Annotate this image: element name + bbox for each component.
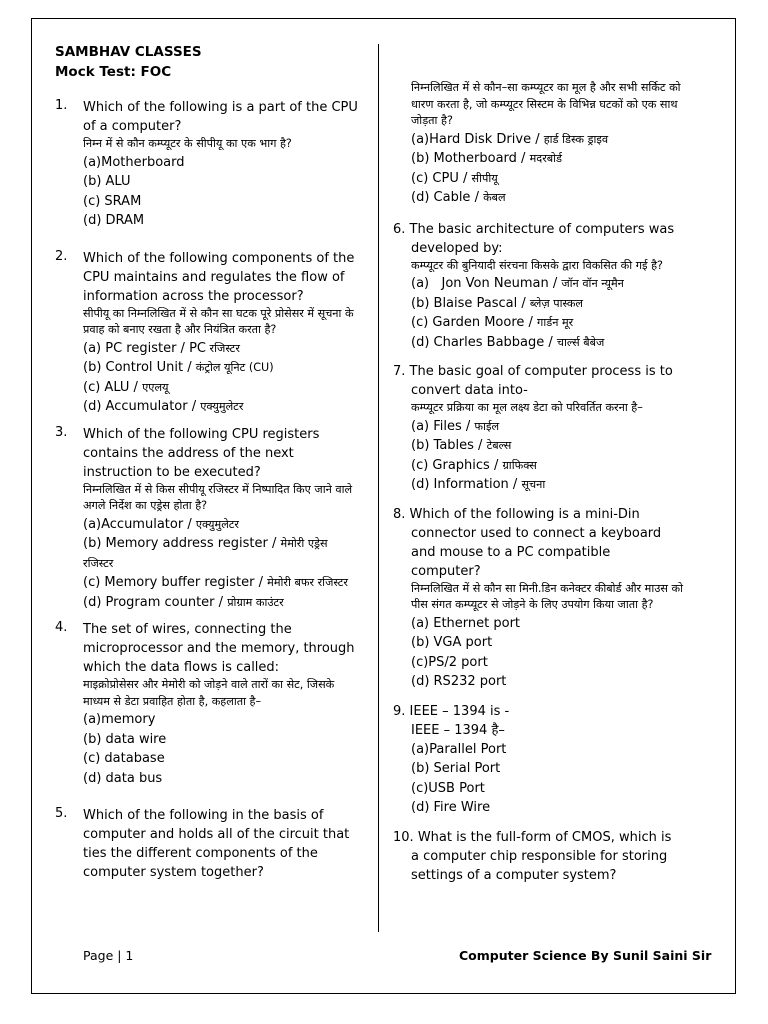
option: (b) Control Unit / कंट्रोल यूनिट (CU) [83, 360, 274, 375]
question-7 [393, 362, 683, 495]
question-text-hi: निम्न में से कौन कम्प्यूटर के सीपीयू का एक भाग है? [83, 137, 292, 150]
question-text-en: 7. The basic goal of computer process is to convert data into- [393, 364, 673, 398]
option: (b) Memory address register / मेमोरी एड्रेस रजिस्टर [83, 536, 328, 570]
question-text-hi: सीपीयू का निम्नलिखित में से कौन सा घटक पूरे प्रोसेसर में सूचना के प्रवाह को बनाए रखता है और नियंत्रित करता है? [83, 306, 354, 336]
question-text-hi: कम्प्यूटर प्रक्रिया का मूल लक्ष्य डेटा को परिवर्तित करना है– [411, 401, 643, 414]
question-text-hi: कम्प्यूटर की बुनियादी संरचना किसके द्वारा विकसित की गई है? [411, 258, 663, 272]
option: (c)USB Port [411, 780, 485, 796]
institute-name: SAMBHAV CLASSES [55, 44, 202, 60]
option: (d) Accumulator / एक्युमुलेटर [83, 399, 244, 414]
question-2 [55, 249, 360, 417]
option: (b) VGA port [411, 635, 493, 650]
option: (b) Serial Port [411, 761, 501, 776]
question-text-hi: निम्नलिखित में से कौन सा मिनी.डिन कनेक्टर कीबोर्ड और माउस को पीस संगत कम्प्यूटर से जोड़ने के लिए उपयोग किया जाता है? [411, 581, 683, 611]
column-divider [378, 44, 379, 932]
option: (b) ALU [83, 174, 131, 189]
option: (d) Cable / केबल [411, 190, 506, 205]
option: (d) Information / सूचना [411, 477, 546, 492]
question-10 [393, 828, 683, 885]
question-8 [393, 505, 683, 692]
question-number: 3. [55, 424, 68, 440]
page-number: Page | 1 [83, 948, 134, 963]
question-9 [393, 702, 683, 818]
option: (d) DRAM [83, 213, 145, 228]
option: (b) Blaise Pascal / ब्लेज़ पास्कल [411, 295, 584, 311]
option: (c) database [83, 751, 165, 766]
question-text-en: Which of the following is a part of the CPU of a computer? [83, 100, 358, 134]
option: (a) PC register / PC रजिस्टर [83, 340, 240, 356]
option: (d) data bus [83, 770, 163, 786]
question-text-hi: माइक्रोप्रोसेसर और मेमोरी को जोड़ने वाले तारों का सेट, जिसके माध्यम से डेटा प्रवाहित होता है, कहलाता है– [83, 678, 335, 708]
option: (c) Graphics / ग्राफिक्स [411, 457, 537, 473]
right-column [393, 80, 683, 885]
question-text-en: 8. Which of the following is a mini-Din connector used to connect a keyboard and mouse to a PC compatible computer? [393, 506, 662, 579]
option: (c)PS/2 port [411, 654, 488, 670]
option: (b) Motherboard / मदरबोर्ड [411, 151, 563, 166]
question-text-en: Which of the following in the basis of computer and holds all of the circuit that ties the different components of the computer system together? [83, 808, 350, 880]
question-number: 2. [55, 248, 68, 264]
option: (a)memory [83, 712, 156, 727]
option: (a)Hard Disk Drive / हार्ड डिस्क ड्राइव [411, 131, 609, 147]
option: (a)Parallel Port [411, 741, 507, 757]
question-number: 5. [55, 806, 68, 821]
option: (c) SRAM [83, 193, 142, 209]
question-number: 4. [55, 620, 68, 635]
question-text-en: 10. What is the full-form of CMOS, which is a computer chip responsible for storing settings of a computer system? [393, 829, 672, 883]
question-text-hi: निम्नलिखित में से किस सीपीयू रजिस्टर में निष्पादित किए जाने वाले अगले निर्देश का एड्रेस होता है? [83, 482, 353, 512]
footer-credit: Computer Science By Sunil Saini Sir [459, 948, 712, 963]
question-text-en: 6. The basic architecture of computers was developed by: [393, 221, 675, 256]
option: (a) Jon Von Neuman / जॉन वॉन न्यूमैन [411, 276, 624, 291]
left-column [55, 98, 360, 882]
option: (d) Program counter / प्रोग्राम काउंटर [83, 594, 284, 610]
option: (d) Fire Wire [411, 800, 491, 815]
question-4 [55, 620, 360, 788]
question-number: 1. [55, 98, 68, 113]
question-5 [55, 806, 360, 882]
option: (b) data wire [83, 731, 167, 747]
option: (a) Ethernet port [411, 615, 521, 631]
question-1 [55, 98, 360, 231]
question-text-alt: IEEE – 1394 है– [411, 722, 505, 738]
question-3 [55, 425, 360, 613]
option: (d) RS232 port [411, 674, 507, 689]
option: (c) Memory buffer register / मेमोरी बफर रजिस्टर [83, 575, 348, 590]
option: (a)Motherboard [83, 154, 185, 170]
option: (c) ALU / एएलयू [83, 379, 169, 395]
question-text-hi: निम्नलिखित में से कौन–सा कम्प्यूटर का मूल है और सभी सर्किट को धारण करता है, जो कम्प्यूटर सिस्टम के विभिन्न घटकों को एक साथ जोड़ता है? [411, 81, 681, 127]
option: (a)Accumulator / एक्युमुलेटर [83, 516, 239, 532]
option: (c) Garden Moore / गार्डन मूर [411, 315, 574, 330]
question-6 [393, 220, 683, 353]
question-text-en: Which of the following CPU registers contains the address of the next instruction to be executed? [83, 426, 320, 480]
option: (a) Files / फाईल [411, 418, 500, 434]
option: (b) Tables / टेबल्स [411, 438, 512, 453]
question-5-continued [393, 80, 683, 208]
option: (d) Charles Babbage / चार्ल्स बैबेज [411, 334, 605, 350]
test-title: Mock Test: FOC [55, 64, 172, 80]
question-text-en: The set of wires, connecting the microprocessor and the memory, through which the data flows is called: [83, 622, 355, 675]
option: (c) CPU / सीपीयू [411, 170, 498, 186]
question-text-en: Which of the following components of the CPU maintains and regulates the flow of information across the processor? [83, 250, 355, 304]
question-text-en: 9. IEEE – 1394 is - [393, 703, 510, 719]
